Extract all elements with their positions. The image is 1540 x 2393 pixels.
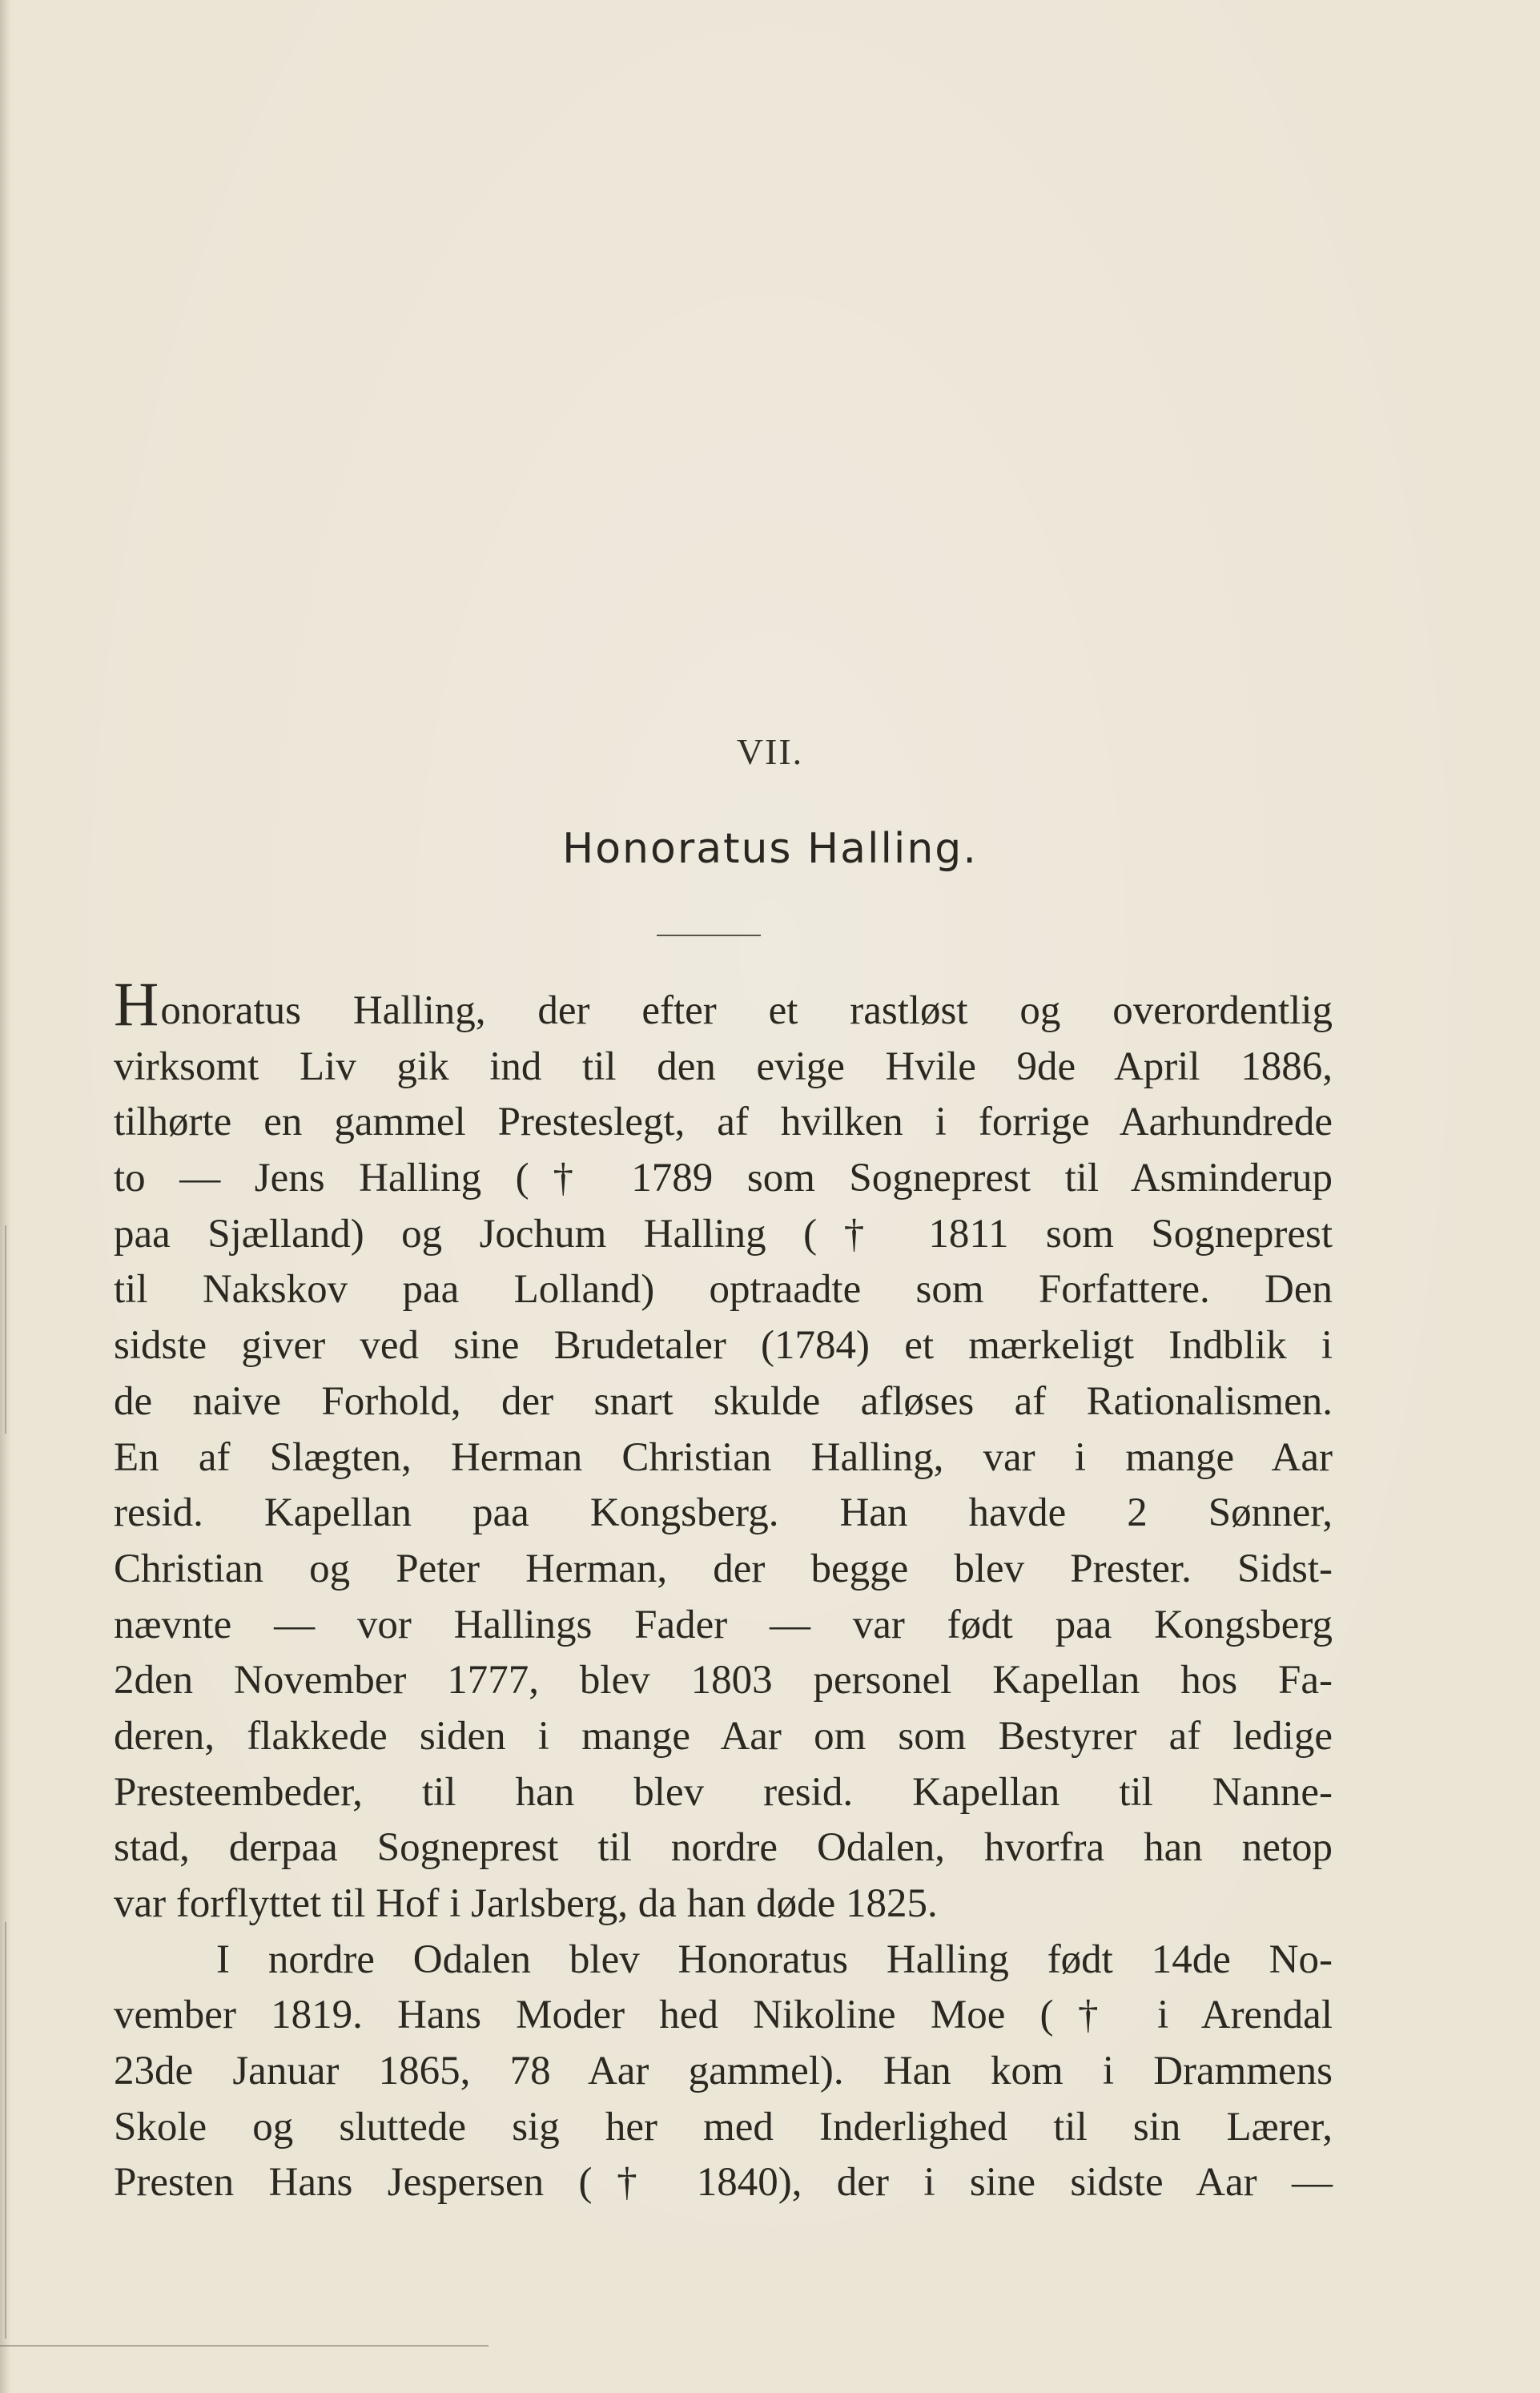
text-line: [114, 1653, 1333, 1709]
text-line: [114, 1876, 1333, 1932]
text-line: [114, 1151, 1333, 1207]
text-line: [114, 2044, 1333, 2100]
text-line: [114, 1486, 1333, 1542]
text-line-content: de naive Forhold, der snart skulde afløses af Rationalismen.: [114, 1378, 1333, 1424]
text-line: [114, 1765, 1333, 1821]
text-line-content: I nordre Odalen blev Honoratus Halling født 14de No-: [216, 1937, 1333, 1982]
body-text: [114, 969, 1333, 2211]
text-line: [114, 1709, 1333, 1765]
text-line: [114, 1542, 1333, 1598]
text-line: [114, 1598, 1333, 1654]
text-line-content: Skole og sluttede sig her med Inderlighed til sin Lærer,: [114, 2104, 1333, 2150]
text-line-content: Presten Hans Jespersen († 1840), der i sine sidste Aar —: [114, 2160, 1333, 2206]
text-line-content: Christian og Peter Herman, der begge blev Prester. Sidst-: [114, 1546, 1333, 1591]
text-line: [114, 1988, 1333, 2044]
text-line-content: deren, flakkede siden i mange Aar om som Bestyrer af ledige: [114, 1713, 1333, 1759]
text-line-content: En af Slægten, Herman Christian Halling, var i mange Aar: [114, 1434, 1333, 1480]
text-line-content: vember 1819. Hans Moder hed Nikoline Moe († i Arendal: [114, 1993, 1333, 2038]
text-line-content: til Nakskov paa Lolland) optraadte som Forfattere. Den: [114, 1267, 1333, 1313]
text-line-content: paa Sjælland) og Jochum Halling († 1811 som Sogneprest: [114, 1211, 1333, 1257]
text-line-content: tilhørte en gammel Presteslegt, af hvilken i forrige Aarhundrede: [114, 1100, 1333, 1145]
text-line: [114, 1207, 1333, 1263]
text-line-content: resid. Kapellan paa Kongsberg. Han havde 2 Sønner,: [114, 1490, 1333, 1536]
binding-mark: [5, 1922, 6, 2339]
text-line: [114, 1430, 1333, 1486]
text-line-content: var forflyttet til Hof i Jarlsberg, da han døde 1825.: [114, 1881, 938, 1926]
text-line: [114, 1262, 1333, 1318]
page-bottom-edge: [0, 2345, 489, 2347]
text-line-content: sidste giver ved sine Brudetaler (1784) et mærkeligt Indblik i: [114, 1323, 1333, 1369]
text-line: [114, 1932, 1333, 1989]
text-line-content: stad, derpaa Sogneprest til nordre Odalen, hvorfra han netop: [114, 1825, 1333, 1871]
text-line: [114, 2155, 1333, 2211]
text-line-content: Presteembeder, til han blev resid. Kapellan til Nanne-: [114, 1769, 1333, 1815]
chapter-title: Honoratus Halling.: [562, 825, 978, 873]
text-line: [114, 1820, 1333, 1876]
text-line-content: 23de Januar 1865, 78 Aar gammel). Han kom i Drammens: [114, 2049, 1333, 2094]
text-line: [114, 1318, 1333, 1374]
text-line-content: to — Jens Halling († 1789 som Sogneprest til Asminderup: [114, 1156, 1333, 1201]
text-line-content: 2den November 1777, blev 1803 personel Kapellan hos Fa-: [114, 1658, 1333, 1703]
binding-mark: [5, 1225, 6, 1434]
text-line: [114, 2100, 1333, 2156]
text-line-content: onoratus Halling, der efter et rastløst og overordentlig: [160, 988, 1333, 1033]
drop-cap: H: [114, 969, 159, 1039]
chapter-number: VII.: [736, 731, 804, 772]
text-line: [114, 1040, 1333, 1096]
text-line-content: virksomt Liv gik ind til den evige Hvile 9de April 1886,: [114, 1044, 1333, 1089]
title-rule: [657, 935, 761, 936]
text-line: [114, 1374, 1333, 1430]
text-line: [114, 1095, 1333, 1151]
text-line-content: nævnte — vor Hallings Fader — var født paa Kongsberg: [114, 1602, 1333, 1647]
text-line: [114, 969, 1333, 1040]
